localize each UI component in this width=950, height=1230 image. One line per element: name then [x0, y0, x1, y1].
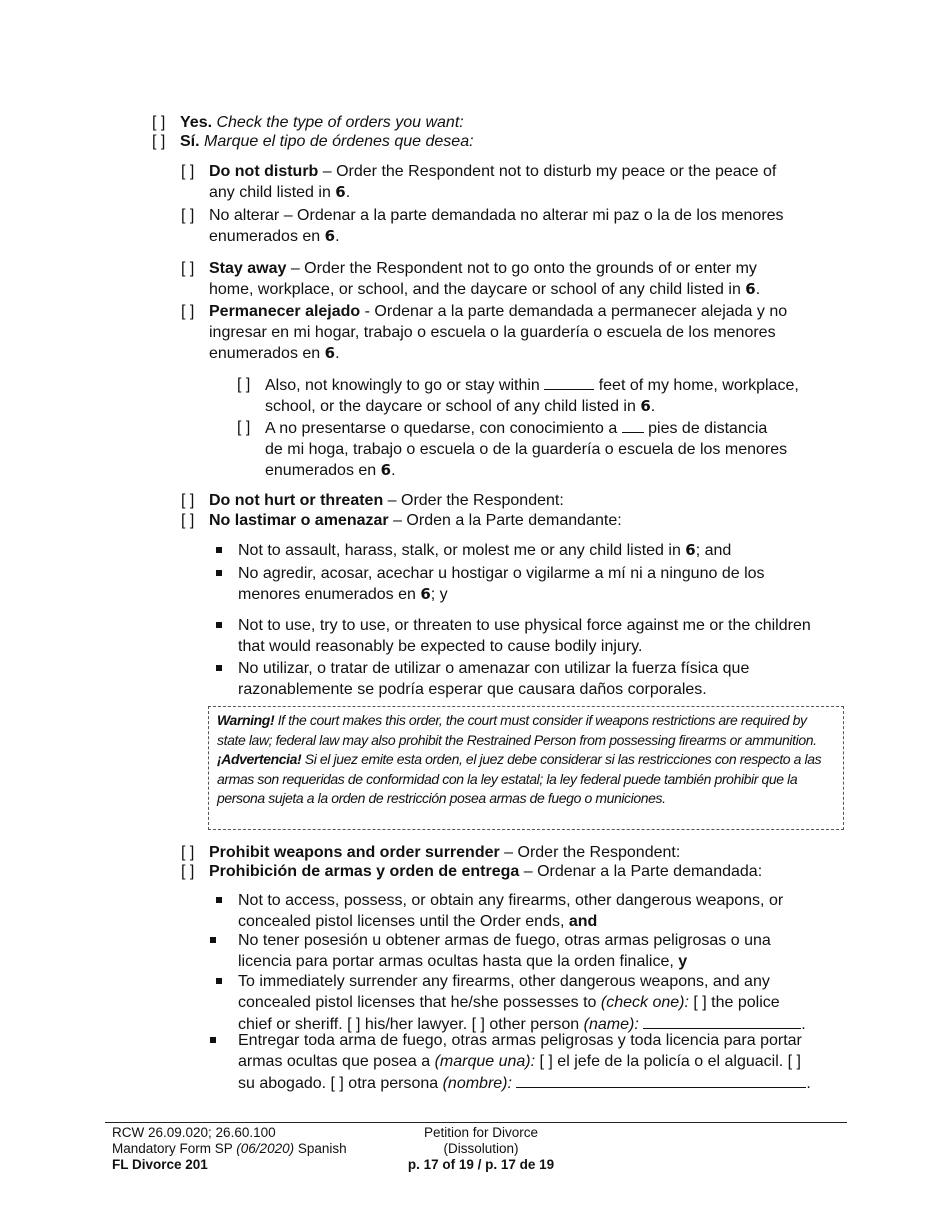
- do-not-disturb-en: Do not disturb – Order the Respondent not to disturb my peace or the peace of any child listed in 6.: [209, 163, 777, 201]
- bullet: [216, 897, 222, 903]
- checkbox[interactable]: [ ]: [152, 133, 166, 150]
- pies-blank[interactable]: [622, 417, 644, 433]
- hurt-bullet-1-en: Not to assault, harass, stalk, or molest me or any child listed in 6; and: [238, 541, 732, 559]
- footer-mandatory: Mandatory Form SP (06/2020) Spanish: [112, 1141, 347, 1156]
- checkbox-distancia[interactable]: [ ]: [237, 419, 251, 436]
- weapons-bullet-1-en: Not to access, possess, or obtain any firearms, other dangerous weapons, or concealed pistol licenses until the Order ends, and: [238, 892, 784, 930]
- weapons-bullet-2-en: To immediately surrender any firearms, other dangerous weapons, and any concealed pistol licenses that he/she possesses to (check one): [ ] the police chief or sheriff. [ ] his/her lawyer. [ ] other person (name): .: [238, 973, 806, 1033]
- footer-left: [112, 1125, 347, 1173]
- bullet: [210, 1037, 216, 1043]
- stay-away-es: Permanecer alejado - Ordenar a la parte demandada a permanecer alejada y no ingresar en mi hogar, trabajo o escuela o la guardería o escuela de los menores enumerados en 6.: [209, 303, 788, 362]
- footer-divider: [105, 1122, 847, 1123]
- warning-box: Warning! If the court makes this order, the court must consider if weapons restrictions are required by state law; federal law may also prohibit the Restrained Person from possessing firearms or ammunition. ¡Advertencia! Si el juez emite esta orden, el juez debe considerar si las restricciones con respecto a las armas son requeridas de conformidad con la ley estatal; la ley federal puede también prohibir que la persona sujeta a la orden de restricción posea armas de fuego o municiones.: [208, 706, 844, 830]
- do-not-hurt-es: No lastimar o amenazar – Orden a la Parte demandante:: [209, 512, 622, 529]
- checkbox-do-not-hurt[interactable]: [ ]: [181, 492, 195, 509]
- do-not-disturb-es: No alterar – Ordenar a la parte demandada no alterar mi paz o la de los menores enumerados en 6.: [209, 207, 784, 245]
- also-distance-en: Also, not knowingly to go or stay within feet of my home, workplace, school, or the daycare or school of any child listed in 6.: [265, 374, 855, 417]
- checkbox-also-distance[interactable]: [ ]: [237, 376, 251, 393]
- checkbox-do-not-disturb[interactable]: [ ]: [181, 163, 195, 180]
- other-person-name-blank[interactable]: [643, 1013, 801, 1029]
- footer-title: Petition for Divorce: [423, 1125, 539, 1140]
- hurt-bullet-2-en: Not to use, try to use, or threaten to use physical force against me or the children that would reasonably be expected to cause bodily injury.: [238, 617, 811, 655]
- weapons-bullet-1-es: No tener posesión u obtener armas de fuego, otras armas peligrosas o una licencia para portar armas ocultas hasta que la orden finalice, y: [238, 932, 771, 970]
- weapons-bullet-2-es: Entregar toda arma de fuego, otras armas peligrosas y toda licencia para portar armas ocultas que posea a (marque una): [ ] el jefe de la policía o el alguacil. [ ] su abogado. [ ] otra persona (nombre): .: [238, 1032, 811, 1092]
- feet-blank[interactable]: [544, 374, 594, 390]
- hurt-bullet-1-es: No agredir, acosar, acechar u hostigar o vigilarme a mí ni a ninguno de los menores enumerados en 6; y: [238, 565, 765, 603]
- bullet: [216, 570, 222, 576]
- checkbox-permanecer-alejado[interactable]: [ ]: [181, 303, 195, 320]
- stay-away-en: Stay away – Order the Respondent not to go onto the grounds of or enter my home, workplace, or school, and the daycare or school of any child listed in 6.: [209, 260, 761, 298]
- checkbox-stay-away[interactable]: [ ]: [181, 260, 195, 277]
- bullet: [216, 978, 222, 984]
- weapons-en: Prohibit weapons and order surrender – Order the Respondent:: [209, 844, 681, 861]
- do-not-hurt-en: Do not hurt or threaten – Order the Respondent:: [209, 492, 564, 509]
- checkbox-prohibit-weapons[interactable]: [ ]: [181, 844, 195, 861]
- checkbox-prohibicion-armas[interactable]: [ ]: [181, 863, 195, 880]
- checkbox-no-lastimar[interactable]: [ ]: [181, 512, 195, 529]
- footer-center: [381, 1125, 581, 1173]
- footer-form-id: FL Divorce 201: [112, 1157, 208, 1172]
- footer-page-number: p. 17 of 19 / p. 17 de 19: [407, 1157, 555, 1172]
- weapons-es: Prohibición de armas y orden de entrega – Ordenar a la Parte demandada:: [209, 863, 763, 880]
- si-option: [ ] Sí. Marque el tipo de órdenes que desea:: [152, 133, 474, 150]
- footer-rcw: RCW 26.09.020; 26.60.100: [112, 1125, 276, 1140]
- bullet: [216, 665, 222, 671]
- otra-persona-nombre-blank[interactable]: [516, 1072, 806, 1088]
- footer-subtitle: (Dissolution): [443, 1141, 519, 1156]
- checkbox[interactable]: [ ]: [152, 114, 166, 131]
- bullet: [210, 937, 216, 943]
- yes-option: [ ] Yes. Check the type of orders you want:: [152, 114, 464, 131]
- also-distance-es: A no presentarse o quedarse, con conocimiento a pies de distancia de mi hoga, trabajo o escuela o de la guardería o escuela de los menores enumerados en 6.: [265, 417, 855, 481]
- bullet: [216, 622, 222, 628]
- bullet: [216, 547, 222, 553]
- checkbox-no-alterar[interactable]: [ ]: [181, 207, 195, 224]
- hurt-bullet-2-es: No utilizar, o tratar de utilizar o amenazar con utilizar la fuerza física que razonablemente se podría esperar que causara daños corporales.: [238, 660, 750, 698]
